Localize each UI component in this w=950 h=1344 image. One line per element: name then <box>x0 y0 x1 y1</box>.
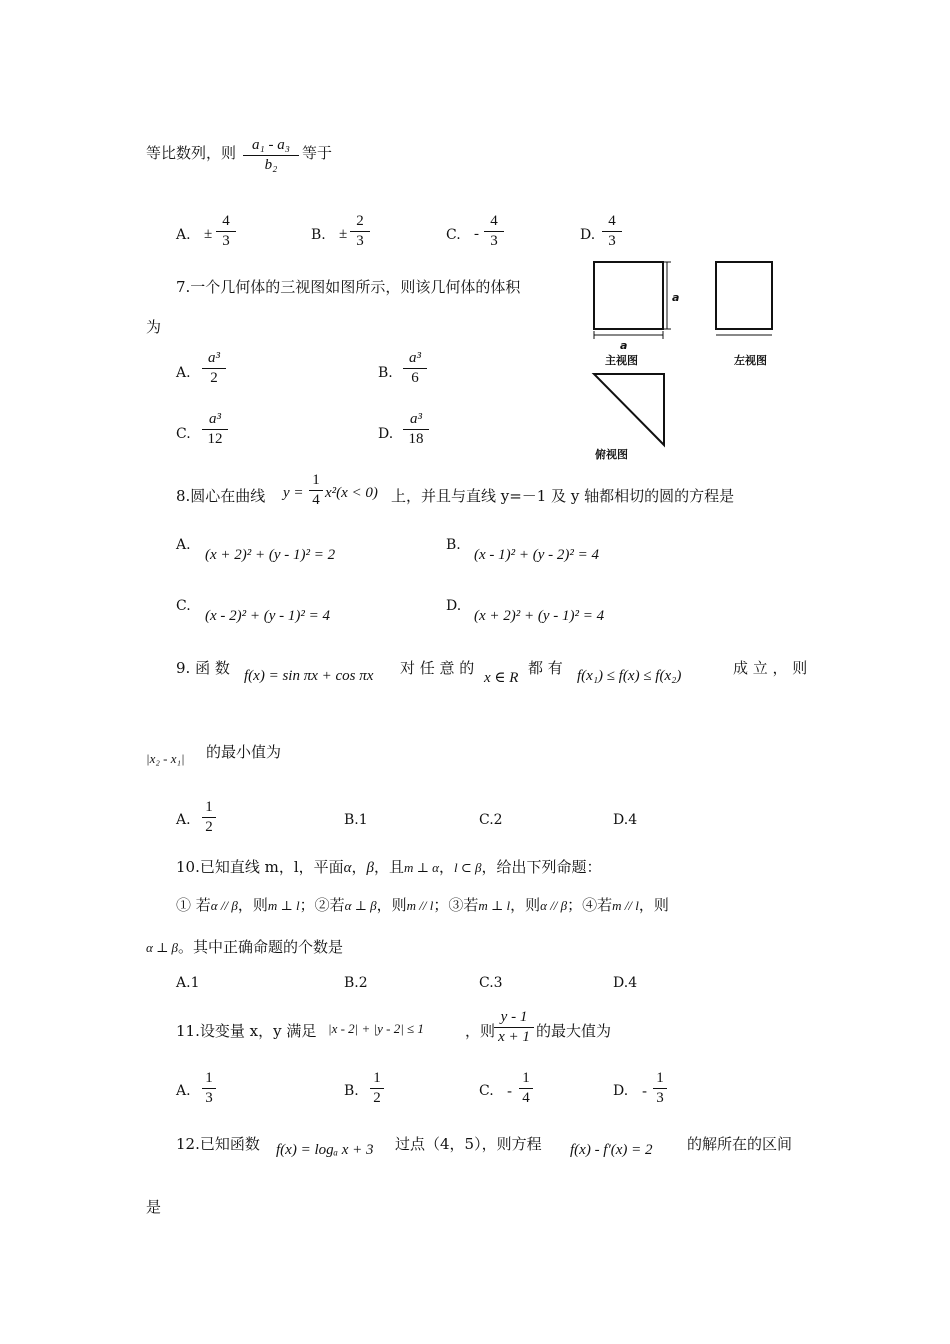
q10-p1-then: ，则 <box>237 896 268 914</box>
front-view-square <box>594 262 663 329</box>
q6-option-d-frac <box>602 213 622 250</box>
q6-option-b-label: B. <box>311 227 326 243</box>
q6-option-a-den: 3 <box>222 233 230 249</box>
q10-p1-pre: ① 若 <box>176 896 211 914</box>
q9-domain: x ∈ R <box>484 670 519 686</box>
q6-frac-num: a₁ - a₃ <box>252 137 290 153</box>
q11-option-c-frac <box>519 1070 533 1107</box>
q7-option-b-den: 6 <box>411 370 419 386</box>
q10-option-b-label: B. <box>344 975 359 991</box>
q11-stem-post: 的最大值为 <box>536 1022 612 1040</box>
q6-option-c-label: C. <box>446 227 461 243</box>
q9-inequality: f(x₁) ≤ f(x) ≤ f(x₂) <box>577 668 682 684</box>
q11-option-a-num: 1 <box>205 1070 213 1086</box>
q7-option-c-num: a³ <box>209 411 221 427</box>
left-view-square <box>716 262 772 329</box>
front-view-dim-a-horizontal: a <box>620 339 628 352</box>
q10-p2-res: m // l <box>406 898 434 913</box>
q11-option-a-label: A. <box>176 1083 191 1099</box>
q7-option-d-den: 18 <box>408 431 424 447</box>
q11-option-d-den: 3 <box>656 1090 664 1106</box>
q6-option-b-frac <box>350 213 370 250</box>
q9-option-d-text: 4 <box>628 812 638 828</box>
q7-option-a-label: A. <box>176 365 191 381</box>
q9-option-c-label: C. <box>479 812 494 828</box>
q10-line1-post: ，给出下列命题： <box>481 858 602 876</box>
q10-option-b-text: 2 <box>358 975 368 991</box>
q8-option-c-label: C. <box>176 598 191 614</box>
q9-option-c <box>479 812 503 828</box>
q10-line3 <box>146 936 343 957</box>
q11-option-d-num: 1 <box>656 1070 664 1086</box>
q10-cond2: l ⊂ β <box>454 860 482 875</box>
q8-frac-num: 1 <box>312 472 320 488</box>
q10-p2-pre: ；②若 <box>299 896 345 914</box>
q10-p2-if: α ⊥ β <box>344 898 377 913</box>
q8-option-c-eq: (x - 2)² + (y - 1)² = 4 <box>205 608 331 624</box>
q9-option-d-label: D. <box>613 812 629 828</box>
q10-p3-if: m ⊥ l <box>478 898 511 913</box>
q10-option-a <box>176 975 199 991</box>
q7-option-c-den: 12 <box>207 431 223 447</box>
q8-option-d-eq: (x + 2)² + (y - 1)² = 4 <box>474 608 605 624</box>
q11-fraction <box>494 1009 534 1046</box>
q6-option-a-frac <box>216 213 236 250</box>
q11-frac-num: y - 1 <box>500 1009 528 1025</box>
q11-option-b-den: 2 <box>373 1090 381 1106</box>
q6-option-b-den: 3 <box>356 233 364 249</box>
q11-option-b-num: 1 <box>373 1070 381 1086</box>
q9-func: f(x) = sin πx + cos πx <box>244 668 374 684</box>
q9-option-b <box>344 812 368 828</box>
q6-option-d-label: D. <box>580 227 596 243</box>
q11-option-a-frac <box>202 1070 216 1107</box>
q9-line2-post: 的最小值为 <box>206 743 282 761</box>
q11-option-b-frac <box>370 1070 384 1107</box>
q10-comma: ， <box>351 858 367 876</box>
q7-option-d-label: D. <box>378 426 394 442</box>
q11-mid: ，则 <box>465 1022 496 1040</box>
q10-option-d <box>613 975 637 991</box>
q10-p3-res: α // β <box>540 898 568 913</box>
q12-mid: 过点（4，5），则方程 <box>395 1135 542 1153</box>
q10-line3-post: 。其中正确命题的个数是 <box>178 938 344 956</box>
left-view-label: 左视图 <box>734 354 767 367</box>
q12-stem-pre: 12.已知函数 <box>176 1135 260 1153</box>
q7-option-b-frac <box>403 350 427 387</box>
q9-option-b-label: B. <box>344 812 359 828</box>
q9-option-d <box>613 812 637 828</box>
top-view-label: 俯视图 <box>595 448 628 461</box>
q7-option-b-label: B. <box>378 365 393 381</box>
q10-p4-then: ，则 <box>638 896 669 914</box>
q10-p3-pre: ；③若 <box>433 896 479 914</box>
q6-option-c-frac <box>484 213 504 250</box>
q11-option-a-den: 3 <box>205 1090 213 1106</box>
q11-option-d-label: D. <box>613 1083 629 1099</box>
q6-option-b-sign: ± <box>339 226 348 242</box>
q9-option-c-text: 2 <box>493 812 503 828</box>
q10-line1 <box>176 856 602 877</box>
q10-p3-then: ，则 <box>510 896 541 914</box>
front-view-label: 主视图 <box>605 354 638 367</box>
q10-propositions <box>176 894 669 915</box>
q10-option-c-text: 3 <box>493 975 503 991</box>
q7-option-c-label: C. <box>176 426 191 442</box>
q6-option-a-label: A. <box>176 227 191 243</box>
q9-mid1: 对 任 意 的 <box>400 659 475 677</box>
q6-option-c-num: 4 <box>490 213 498 229</box>
q9-mid2: 都 有 <box>528 659 563 677</box>
q6-fraction <box>243 137 299 174</box>
q10-beta: β <box>366 860 375 876</box>
q10-option-a-label: A. <box>176 975 191 991</box>
q8-stem-pre: 8.圆心在曲线 <box>176 487 266 505</box>
top-view-triangle <box>594 374 664 445</box>
q8-option-d-label: D. <box>446 598 462 614</box>
q12-stem-post: 的解所在的区间 <box>687 1135 793 1153</box>
q10-p2-then: ，则 <box>376 896 407 914</box>
q11-option-c-den: 4 <box>522 1090 530 1106</box>
q10-option-c-label: C. <box>479 975 494 991</box>
q9-option-a-den: 2 <box>205 819 213 835</box>
q11-option-d-frac <box>653 1070 667 1107</box>
q11-option-c-sign: - <box>507 1082 513 1100</box>
q6-option-c-sign: - <box>474 226 479 242</box>
q9-stem-post: 成 立 ， 则 <box>733 659 808 677</box>
q8-option-a-label: A. <box>176 537 191 553</box>
q10-option-a-text: 1 <box>190 975 200 991</box>
q8-curve: y = <box>283 485 304 501</box>
q6-option-d-num: 4 <box>608 213 616 229</box>
q11-option-b-label: B. <box>344 1083 359 1099</box>
q7-option-b-num: a³ <box>409 350 421 366</box>
q9-abs-expr: |x₂ - x₁| <box>146 751 185 766</box>
q10-line1-pre: 10.已知直线 m，l，平面 <box>176 858 344 876</box>
q9-stem-pre: 9. 函 数 <box>176 659 230 677</box>
q8-stem-post: 上，并且与直线 y=－1 及 y 轴都相切的圆的方程是 <box>391 487 735 505</box>
q11-option-c-label: C. <box>479 1083 494 1099</box>
q9-option-b-text: 1 <box>358 812 368 828</box>
q7-option-a-frac <box>202 350 226 387</box>
q11-option-c-num: 1 <box>522 1070 530 1086</box>
q10-p4-res: α ⊥ β <box>146 940 179 955</box>
q10-option-d-label: D. <box>613 975 629 991</box>
q10-option-c <box>479 975 503 991</box>
q11-option-d-sign: - <box>642 1082 648 1100</box>
q10-alpha: α <box>343 860 352 876</box>
q6-option-d-den: 3 <box>608 233 616 249</box>
q6-option-b-num: 2 <box>356 213 364 229</box>
q6-option-a-num: 4 <box>222 213 230 229</box>
q8-option-b-eq: (x - 1)² + (y - 2)² = 4 <box>474 547 600 563</box>
q10-comma-2: ， <box>438 858 454 876</box>
q6-option-c-den: 3 <box>490 233 498 249</box>
q9-option-a-num: 1 <box>205 799 213 815</box>
q7-stem-line1: 7.一个几何体的三视图如图所示，则该几何体的体积 <box>176 278 521 296</box>
q6-frac-den: b₂ <box>264 157 278 173</box>
q7-option-d-num: a³ <box>410 411 422 427</box>
q7-option-a-num: a³ <box>208 350 220 366</box>
q6-option-a-sign: ± <box>204 226 213 242</box>
q11-stem-pre: 11.设变量 x，y 满足 <box>176 1022 317 1040</box>
q10-and: ，且 <box>374 858 405 876</box>
q10-p4-if: m // l <box>612 898 639 913</box>
q10-option-b <box>344 975 368 991</box>
q7-option-d-frac <box>403 411 429 448</box>
q12-line2: 是 <box>146 1198 162 1216</box>
q9-option-a-frac <box>202 799 216 836</box>
q12-func: f(x) = logₐ x + 3 <box>276 1142 374 1158</box>
q7-option-a-den: 2 <box>210 370 218 386</box>
q8-frac-den: 4 <box>312 492 320 508</box>
q10-p1-if: α // β <box>210 898 238 913</box>
q10-p4-pre: ；④若 <box>567 896 613 914</box>
q7-option-c-frac <box>202 411 228 448</box>
q10-p1-res: m ⊥ l <box>267 898 300 913</box>
q9-option-a-label: A. <box>176 812 191 828</box>
q6-stem-pre: 等比数列，则 <box>146 144 237 162</box>
q10-cond1: m ⊥ α <box>404 860 439 875</box>
q12-equation: f(x) - f′(x) = 2 <box>570 1142 653 1158</box>
q11-frac-den: x + 1 <box>498 1029 530 1045</box>
q8-fraction <box>309 472 323 509</box>
q8-option-a-eq: (x + 2)² + (y - 1)² = 2 <box>205 547 336 563</box>
front-view-dim-a-vertical: a <box>672 291 680 304</box>
q10-option-d-text: 4 <box>628 975 638 991</box>
q7-stem-line2: 为 <box>146 318 162 336</box>
q8-curve-tail: x²(x < 0) <box>325 485 378 501</box>
q8-option-b-label: B. <box>446 537 461 553</box>
q11-condition: |x - 2| + |y - 2| ≤ 1 <box>328 1021 424 1036</box>
q6-stem-post: 等于 <box>302 144 333 162</box>
